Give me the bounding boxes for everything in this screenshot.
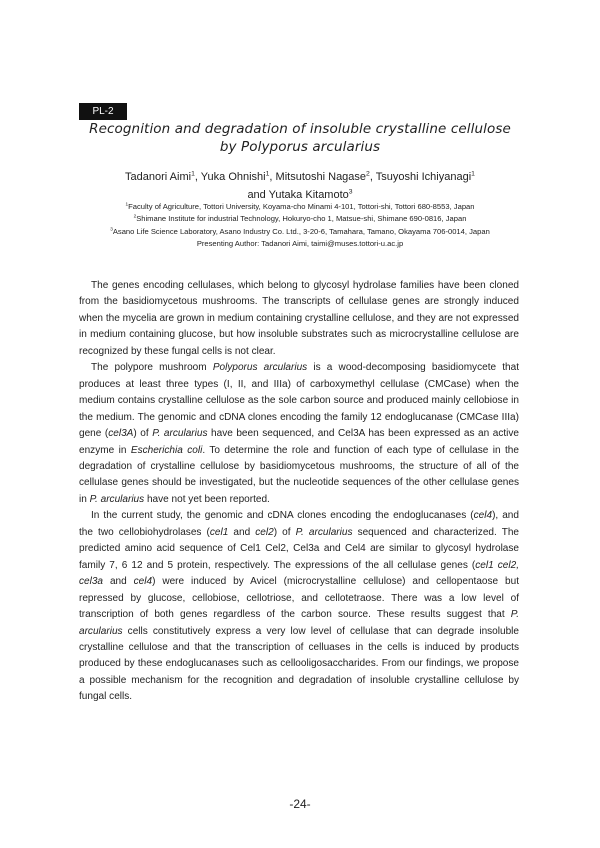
- affiliation-1: [60, 201, 540, 212]
- session-tag: PL-2: [79, 103, 127, 120]
- text-run: The genes encoding cellulases, which belong to glycosyl hydrolase families have been cloned from the basidiomycetous mushrooms. The transcripts of cellulase genes are strongly induced when the mycelia are grown in medium containing crystalline cellulose, and they are not expressed in medium containing glucose, but how insoluble substrates such as microcrystalline cellulose are recognized by these fungal cells is not clear.: [79, 280, 519, 357]
- author-name: Mitsutoshi Nagase: [275, 171, 367, 183]
- affiliation-2: [60, 213, 540, 224]
- affiliation-mark: 2: [133, 213, 137, 219]
- affiliation-text: Asano Life Science Laboratory, Asano Industry Co. Ltd., 3-20-6, Tamahara, Tamano, Okayama 706-0014, Japan: [112, 227, 490, 236]
- text-run: ), and the two cellobiohydrolases (: [79, 510, 519, 538]
- author-affiliation-mark: 1: [265, 170, 270, 178]
- affiliation-mark: 1: [125, 201, 129, 207]
- italic-term: P. arcularius: [79, 609, 519, 637]
- italic-term: Escherichia coli: [130, 444, 203, 456]
- italic-term: P. arcularius: [295, 526, 353, 538]
- text-run: . To determine the role and function of each type of cellulase in the degradation of crystalline cellulose by basidiomycetous mushrooms, the structure of all of the cellulase genes should be investigated, but the nucleotide sequences of the other cellulase genes in: [79, 444, 519, 505]
- authors-line-1: Tadanori Aimi$^1$, Yuka Ohnishi$^1$, Mitsutoshi Nagase$^2$, Tsuyoshi Ichiyanagi$^1$: [125, 170, 475, 183]
- presenting-author: Presenting Author: Tadanori Aimi, taimi@muses.tottori-u.ac.jp: [196, 239, 404, 248]
- text-run: and: [103, 576, 134, 588]
- text-run: ) of: [273, 526, 296, 538]
- affiliation-text: Shimane Institute for industrial Technology, Hokuryo-cho 1, Matsue-shi, Shimane 690-0816, Japan: [136, 214, 467, 223]
- text-run: ) of: [133, 428, 153, 440]
- affiliation-3: [60, 226, 540, 237]
- paragraph: [79, 278, 519, 360]
- author-name: Yutaka Kitamoto: [268, 189, 349, 201]
- author-affiliation-mark: 2: [366, 170, 370, 178]
- author-name: Tsuyoshi Ichiyanagi: [375, 171, 472, 183]
- author-affiliation-mark: 3: [348, 188, 353, 196]
- text-run: sequenced and characterized. The predicted amino acid sequence of Cel1 Cel2, Cel3a and Cel4 are similar to glycosyl hydrolase family 7, 6 12 and 5 protein, respectively. The expressions of the all cellulase genes (: [79, 526, 520, 571]
- affiliation-mark: 3: [110, 226, 113, 232]
- italic-term: P. arcularius: [152, 428, 208, 440]
- italic-term: P. arcularius: [89, 493, 145, 505]
- text-run: and: [228, 526, 256, 538]
- italic-term: cel1: [209, 526, 229, 538]
- paragraph: [79, 508, 519, 705]
- text-run: In the current study, the genomic and cDNA clones encoding the endoglucanases (: [91, 510, 474, 522]
- author-affiliation-mark: 1: [191, 170, 195, 178]
- text-run: ) were induced by Avicel (microcrystalline cellulose) and cellopentaose but repressed by glucose, cellobiose, cellotriose, and cellotetraose. There was a low level of transcription of both genes regardless of the carbon source. These results suggest that: [79, 576, 519, 621]
- text-run: have not yet been reported.: [144, 493, 270, 505]
- author-name: Yuka Ohnishi: [200, 171, 266, 183]
- italic-term: cel3A: [108, 428, 134, 440]
- text-run: The polypore mushroom: [91, 362, 213, 374]
- title-line-2: by Polyporus arcularius: [219, 139, 381, 155]
- affiliation-text: Faculty of Agriculture, Tottori University, Koyama-cho Minami 4-101, Tottori-shi, Tottori 680-8553, Japan: [128, 202, 475, 211]
- author-conjunction: and: [247, 189, 266, 201]
- text-run: is a wood-decomposing basidiomycete that produces at least three types (I, II, and IIIa) of carboxymethyl cellulase (CMCase) when the medium contains crystalline cellulose as the sole carbon source and produced mainly cellobiose in the medium. The genomic and cDNA clones encoding the family 12 endoglucanase (CMCase IIIa) gene (: [79, 362, 519, 440]
- italic-term: cel2: [255, 526, 274, 538]
- author-name: Tadanori Aimi: [125, 171, 192, 183]
- italic-term: cel4: [473, 510, 493, 522]
- page-number: -24-: [289, 797, 311, 811]
- title-line-1: Recognition and degradation of insoluble crystalline cellulose: [89, 121, 511, 137]
- italic-term: Polyporus arcularius: [212, 362, 308, 374]
- text-run: have been sequenced, and Cel3A has been expressed as an active enzyme in: [79, 428, 519, 456]
- italic-term: cel4: [133, 576, 153, 588]
- text-run: cells constitutively express a very low level of cellulase that can degrade insoluble crystalline cellulose and that the transcription of celluases in the cells is induced by products produced by these endoglucanases such as cellooligosaccharides. From our findings, we propose a possible mechanism for the recognition and degradation of insoluble crystalline cellulose by fungal cells.: [79, 625, 519, 703]
- author-affiliation-mark: 1: [471, 170, 475, 178]
- abstract-body: [79, 278, 519, 706]
- italic-term: cel1 cel2, cel3a: [79, 559, 519, 588]
- paragraph: [79, 360, 519, 508]
